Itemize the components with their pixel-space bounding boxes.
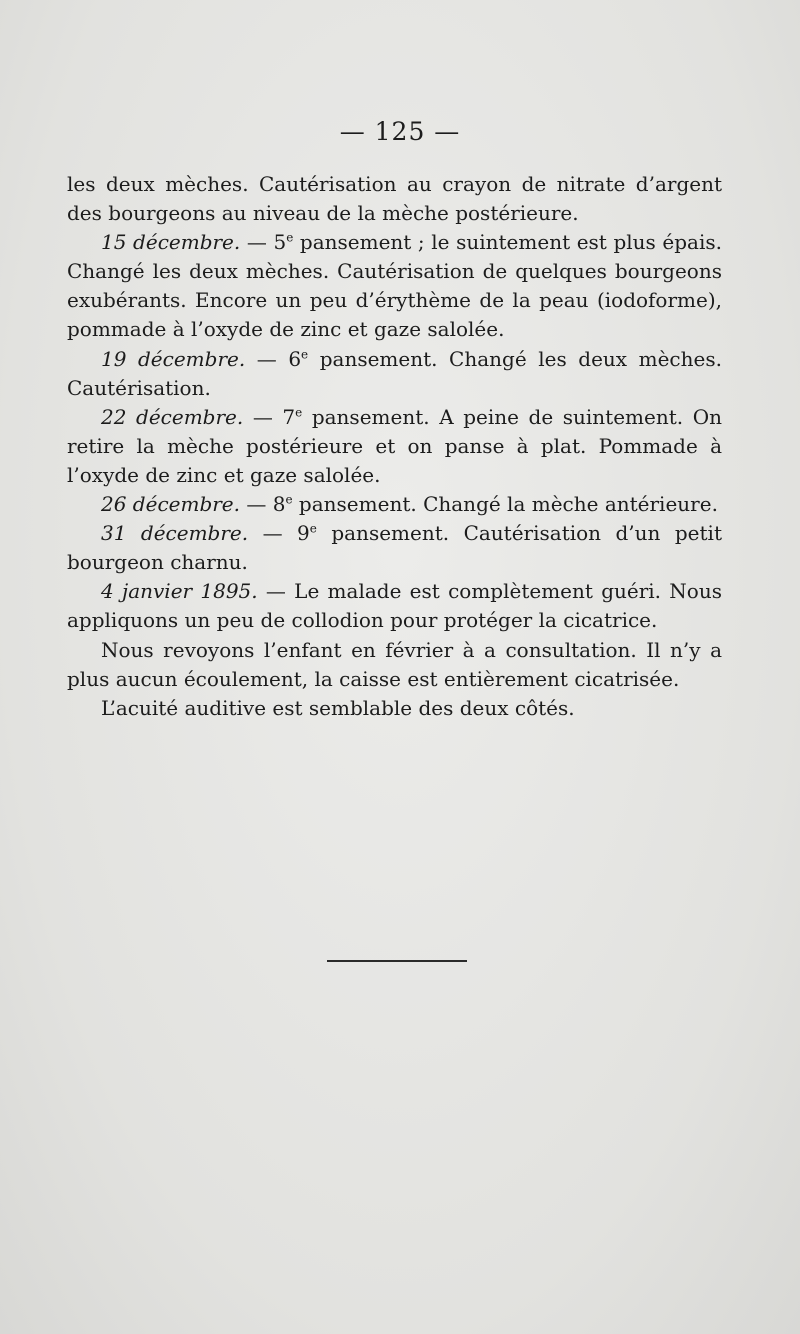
paragraph-2	[67, 228, 722, 344]
paragraph-text: pansement. Cautérisation d’un petit bourgeon charnu.	[67, 521, 722, 575]
paragraph-text: pansement. Changé la mèche antérieure.	[292, 492, 718, 517]
ordinal-suffix: e	[301, 346, 309, 361]
ordinal-suffix: e	[285, 492, 293, 507]
entry-date: 31 décembre.	[101, 521, 249, 546]
body-text	[67, 170, 722, 723]
entry-date: 15 décembre.	[101, 230, 241, 255]
dressing-ordinal: 9	[297, 521, 310, 546]
dressing-ordinal: 5	[273, 230, 287, 255]
dressing-ordinal: 7	[282, 404, 296, 429]
paragraph-text: pansement. A peine de suintement. On retire la mèche postérieure et on panse à plat. Pommade à l’oxyde de zinc et gaze salolée.	[67, 404, 722, 487]
paragraph-6	[67, 519, 722, 577]
entry-date: 4 janvier 1895.	[101, 579, 258, 604]
entry-date: 19 décembre.	[101, 346, 246, 371]
entry-date: 22 décembre.	[101, 404, 244, 429]
dressing-ordinal: 6	[288, 346, 302, 371]
dressing-ordinal: 8	[272, 492, 286, 517]
ordinal-suffix: e	[286, 230, 294, 245]
page-number: — 125 —	[339, 117, 461, 146]
entry-separator: —	[248, 521, 298, 546]
entry-separator: —	[257, 579, 295, 604]
paragraph-text: Nous revoyons l’enfant en février à a consultation. Il n’y a plus aucun écoulement, la caisse est entièrement cicatrisée.	[67, 637, 722, 691]
paragraph-text: pansement ; le suintement est plus épais. Changé les deux mèches. Cautérisation de quelques bourgeons exubérants. Encore un peu d’érythème de la peau (iodoforme), pommade à l’oxyde de zinc et gaze salolée.	[67, 230, 722, 342]
paragraph-3	[67, 345, 722, 403]
ordinal-suffix: e	[309, 521, 317, 536]
entry-date: 26 décembre.	[101, 492, 241, 517]
paragraph-9	[67, 694, 722, 723]
entry-separator: —	[240, 492, 273, 517]
entry-separator: —	[240, 230, 274, 255]
paragraph-5	[67, 490, 722, 519]
paragraph-text: L’acuité auditive est semblable des deux côtés.	[101, 695, 575, 720]
paragraph-text: les deux mèches. Cautérisation au crayon de nitrate d’argent des bourgeons au niveau de la mèche postérieure.	[67, 172, 722, 226]
entry-separator: —	[243, 404, 283, 429]
section-divider-rule	[327, 960, 467, 962]
paragraph-text: Le malade est complètement guéri. Nous appliquons un peu de collodion pour protéger la cicatrice.	[67, 579, 722, 633]
paragraph-4	[67, 403, 722, 490]
ordinal-suffix: e	[295, 405, 303, 420]
entry-separator: —	[245, 346, 289, 371]
paragraph-1	[67, 170, 722, 228]
paragraph-8	[67, 636, 722, 694]
paragraph-text: pansement. Changé les deux mèches. Cautérisation.	[67, 346, 722, 400]
paragraph-7	[67, 577, 722, 635]
